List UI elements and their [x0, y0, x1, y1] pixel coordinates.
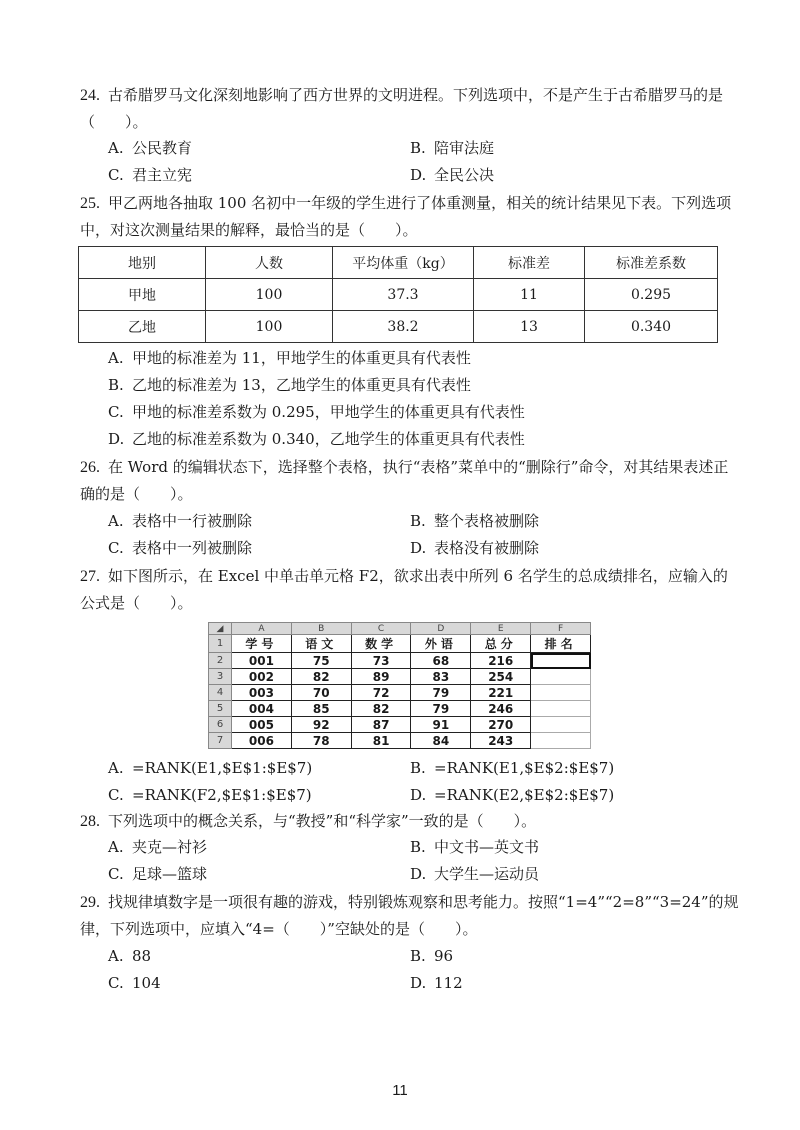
cell [531, 717, 591, 733]
question-28 [80, 808, 740, 835]
spreadsheet-row [209, 653, 591, 669]
question-text: 甲乙两地各抽取 100 名初中一年级的学生进行了体重测量，相关的统计结果见下表。下列选项中，对这次测量结果的解释，最恰当的是（ ）。 [80, 194, 732, 239]
cell [531, 733, 591, 749]
column-letter: B [291, 623, 351, 635]
cell: 84 [411, 733, 471, 749]
cell: 73 [351, 653, 411, 669]
row-number: 3 [209, 669, 232, 685]
option-a: A. 公民教育 [108, 139, 193, 157]
cell: 语文 [291, 635, 351, 653]
question-number: 27. [80, 568, 100, 585]
question-number: 29. [80, 894, 100, 911]
table-header-cell: 标准差 [474, 247, 585, 279]
table-header-cell: 标准差系数 [585, 247, 718, 279]
option-a: A. 表格中一行被删除 [108, 512, 253, 530]
spreadsheet-row [209, 635, 591, 653]
cell: 75 [291, 653, 351, 669]
table-row [79, 311, 718, 343]
option-c: C. 甲地的标准差系数为 0.295，甲地学生的体重更具有代表性 [108, 403, 525, 421]
option-a: A. 甲地的标准差为 11，甲地学生的体重更具有代表性 [108, 349, 471, 367]
column-letter: E [471, 623, 531, 635]
table-cell: 甲地 [79, 279, 206, 311]
cell: 排名 [531, 635, 591, 653]
question-24 [80, 82, 740, 135]
cell: 216 [471, 653, 531, 669]
spreadsheet-row [209, 669, 591, 685]
cell: 243 [471, 733, 531, 749]
cell: 221 [471, 685, 531, 701]
question-number: 25. [80, 195, 100, 212]
row-number: 7 [209, 733, 232, 749]
question-text: 古希腊罗马文化深刻地影响了西方世界的文明进程。下列选项中，不是产生于古希腊罗马的是（ ）。 [80, 86, 724, 131]
row-number: 6 [209, 717, 232, 733]
cell: 83 [411, 669, 471, 685]
column-letter: C [351, 623, 411, 635]
table-cell: 11 [474, 279, 585, 311]
spreadsheet-row [209, 685, 591, 701]
cell: 270 [471, 717, 531, 733]
cell: 003 [232, 685, 292, 701]
cell: 002 [232, 669, 292, 685]
row-number: 2 [209, 653, 232, 669]
cell [531, 669, 591, 685]
cell: 79 [411, 685, 471, 701]
question-27 [80, 563, 740, 616]
cell: 82 [291, 669, 351, 685]
option-d: D. =RANK(E2,$E$2:$E$7) [410, 786, 615, 804]
cell: 70 [291, 685, 351, 701]
cell: 68 [411, 653, 471, 669]
option-b: B. 整个表格被删除 [410, 512, 540, 530]
cell: 91 [411, 717, 471, 733]
question-text: 如下图所示，在 Excel 中单击单元格 F2，欲求出表中所列 6 名学生的总成绩排名，应输入的公式是（ ）。 [80, 567, 728, 612]
cell: 254 [471, 669, 531, 685]
table-cell: 乙地 [79, 311, 206, 343]
cell: 79 [411, 701, 471, 717]
cell: 89 [351, 669, 411, 685]
spreadsheet-row [209, 717, 591, 733]
cell: 81 [351, 733, 411, 749]
selected-cell-f2 [531, 653, 591, 669]
option-b: B. 96 [410, 947, 454, 965]
table-cell: 0.295 [585, 279, 718, 311]
cell: 87 [351, 717, 411, 733]
column-letter: F [531, 623, 591, 635]
cell [531, 701, 591, 717]
cell: 006 [232, 733, 292, 749]
question-text: 下列选项中的概念关系，与“教授”和“科学家”一致的是（ ）。 [108, 812, 537, 830]
option-b: B. 陪审法庭 [410, 139, 495, 157]
option-c: C. 104 [108, 974, 161, 992]
question-text: 找规律填数字是一项很有趣的游戏，特别锻炼观察和思考能力。按照“1=4”“2=8”“3=24”的规律，下列选项中，应填入“4=（ ）”空缺处的是（ ）。 [80, 893, 739, 938]
cell: 外语 [411, 635, 471, 653]
spreadsheet-row [209, 733, 591, 749]
option-a: A. =RANK(E1,$E$1:$E$7) [108, 759, 313, 777]
cell: 学号 [232, 635, 292, 653]
question-number: 26. [80, 459, 100, 476]
table-row [79, 279, 718, 311]
cell: 001 [232, 653, 292, 669]
option-d: D. 全民公决 [410, 166, 495, 184]
option-b: B. 中文书—英文书 [410, 838, 540, 856]
cell [531, 685, 591, 701]
table-cell: 38.2 [333, 311, 474, 343]
option-d: D. 112 [410, 974, 463, 992]
option-d: D. 表格没有被删除 [410, 539, 540, 557]
table-cell: 100 [206, 311, 333, 343]
cell: 82 [351, 701, 411, 717]
cell: 85 [291, 701, 351, 717]
option-b: B. =RANK(E1,$E$2:$E$7) [410, 759, 615, 777]
column-letter: D [411, 623, 471, 635]
cell: 004 [232, 701, 292, 717]
option-c: C. =RANK(F2,$E$1:$E$7) [108, 786, 312, 804]
question-text: 在 Word 的编辑状态下，选择整个表格，执行“表格”菜单中的“删除行”命令，对其结果表述正确的是（ ）。 [80, 458, 729, 503]
cell: 数学 [351, 635, 411, 653]
row-number: 1 [209, 635, 232, 653]
option-b: B. 乙地的标准差为 13，乙地学生的体重更具有代表性 [108, 376, 471, 394]
table-header-cell: 地别 [79, 247, 206, 279]
question-26 [80, 454, 740, 507]
spreadsheet-grid [208, 622, 591, 749]
option-a: A. 88 [108, 947, 152, 965]
table-cell: 100 [206, 279, 333, 311]
row-number: 4 [209, 685, 232, 701]
spreadsheet-row [209, 701, 591, 717]
table-cell: 0.340 [585, 311, 718, 343]
row-number: 5 [209, 701, 232, 717]
column-letter-row [209, 623, 591, 635]
cell: 92 [291, 717, 351, 733]
cell: 246 [471, 701, 531, 717]
option-c: C. 君主立宪 [108, 166, 193, 184]
corner-cell: ◢ [209, 623, 232, 635]
cell: 005 [232, 717, 292, 733]
question-29 [80, 889, 740, 942]
option-a: A. 夹克—衬衫 [108, 838, 208, 856]
table-cell: 13 [474, 311, 585, 343]
cell: 72 [351, 685, 411, 701]
cell: 总分 [471, 635, 531, 653]
page-number: 11 [392, 1082, 408, 1099]
option-d: D. 大学生—运动员 [410, 865, 540, 883]
column-letter: A [232, 623, 292, 635]
question-number: 24. [80, 87, 100, 104]
table-header-row [79, 247, 718, 279]
cell: 78 [291, 733, 351, 749]
question-number: 28. [80, 813, 100, 830]
question-25 [80, 190, 740, 243]
statistics-table [78, 246, 718, 343]
excel-screenshot [208, 622, 591, 746]
option-c: C. 表格中一列被删除 [108, 539, 253, 557]
option-c: C. 足球—篮球 [108, 865, 208, 883]
table-header-cell: 人数 [206, 247, 333, 279]
table-cell: 37.3 [333, 279, 474, 311]
option-d: D. 乙地的标准差系数为 0.340，乙地学生的体重更具有代表性 [108, 430, 525, 448]
table-header-cell: 平均体重（kg） [333, 247, 474, 279]
